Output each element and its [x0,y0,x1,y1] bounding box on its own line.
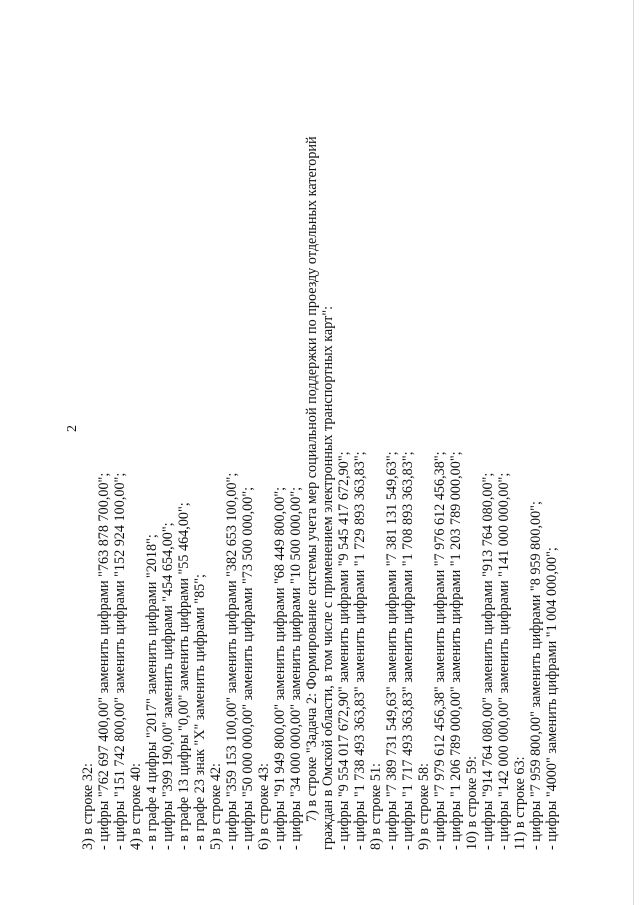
text-line: 6) в строке 43: [256,763,272,850]
text-line: - цифры "762 697 400,00" заменить цифрами "763 878 700,00"; [96,472,112,850]
document-body [80,30,560,850]
text-line: граждан в Омской области, в том числе с применением электронных транспортных карт": [320,305,336,850]
text-line: 7) в строке "Задача 2: Формирование системы учета мер социальной поддержки по проезду отдельных категорий [304,136,320,822]
text-line: - цифры "9 554 017 672,90" заменить цифрами "9 545 417 672,90"; [336,451,352,850]
text-line: - в графе 13 цифры "0,00" заменить цифрами "55 464,00"; [176,502,192,850]
text-line: - цифры "34 000 000,00" заменить цифрами "10 500 000,00"; [288,486,304,850]
text-line: - цифры "399 190,00" заменить цифрами "454 654,00"; [160,522,176,850]
text-line: - цифры "7 979 612 456,38" заменить цифрами "7 976 612 456,38"; [432,451,448,850]
text-line: - цифры "91 949 800,00" заменить цифрами "68 449 800,00"; [272,486,288,850]
text-line: 9) в строке 58: [416,763,432,850]
scan-edge-line [633,0,634,905]
text-line: - в графе 23 знак "Х" заменить цифрами "85"; [192,574,208,850]
text-line: 8) в строке 51: [368,763,384,850]
text-line: - цифры "914 764 080,00" заменить цифрами "913 764 080,00"; [480,472,496,850]
text-line: 5) в строке 42: [208,763,224,850]
text-line: - цифры "4000" заменить цифрами "1 004 000,00"; [544,547,560,850]
text-line: 3) в строке 32: [80,763,96,850]
text-line: - цифры "50 000 000,00" заменить цифрами "73 500 000,00"; [240,486,256,850]
text-line: 10) в строке 59: [464,755,480,850]
text-line: - цифры "151 742 800,00" заменить цифрами "152 924 100,00"; [112,472,128,850]
text-line: - цифры "1 738 493 363,83" заменить цифрами "1 729 893 363,83"; [352,451,368,850]
text-line: - цифры "1 206 789 000,00" заменить цифрами "1 203 789 000,00"; [448,451,464,850]
text-line: - цифры "7 389 731 549,63" заменить цифрами "7 381 131 549,63"; [384,451,400,850]
text-line: - цифры "142 000 000,00" заменить цифрами "141 000 000,00"; [496,472,512,850]
text-line: - цифры "7 959 800,00" заменить цифрами "8 959 800,00"; [528,501,544,850]
text-line: 4) в строке 40: [128,763,144,850]
page-number: 2 [65,425,80,432]
text-line: 11) в строке 63: [512,756,528,850]
text-line: - цифры "1 717 493 363,83" заменить цифрами "1 708 893 363,83"; [400,451,416,850]
text-line: - цифры "359 153 100,00" заменить цифрами "382 653 100,00"; [224,472,240,850]
text-line: - в графе 4 цифры "2017" заменить цифрами "2018"; [144,534,160,850]
